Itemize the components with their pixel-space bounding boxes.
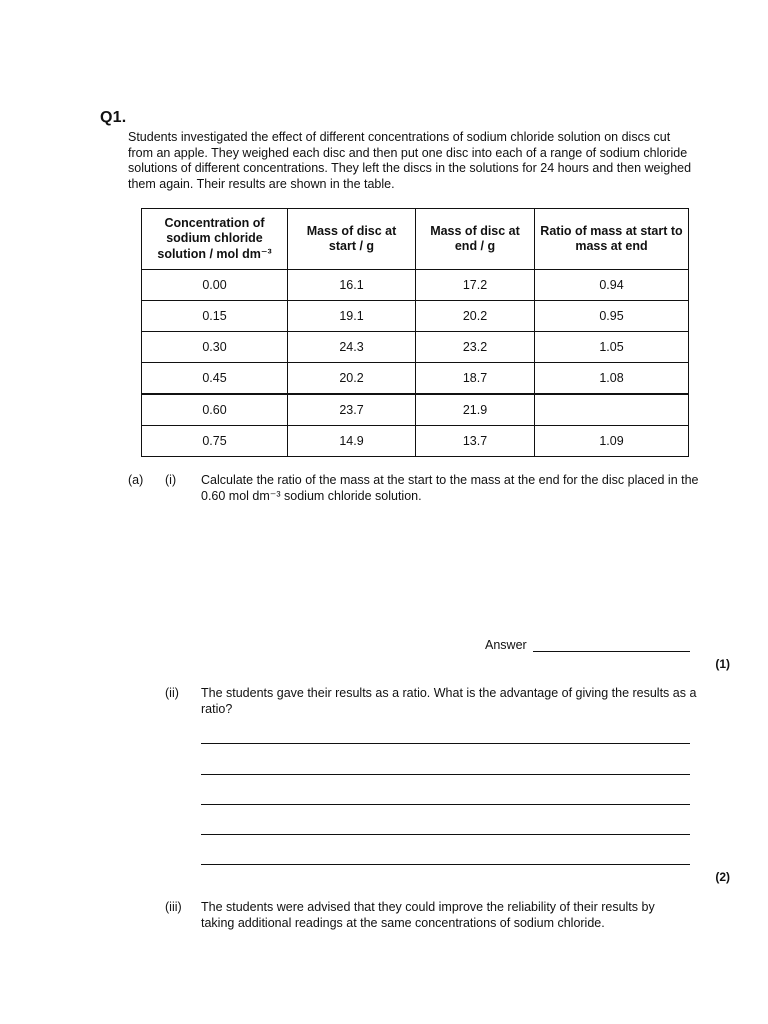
part-iii-label: (iii) (165, 900, 182, 914)
answer-writing-line[interactable] (201, 774, 690, 775)
cell-mass-start: 20.2 (288, 363, 416, 395)
cell-mass-end: 18.7 (416, 363, 535, 395)
table-row (142, 270, 689, 301)
table-header-row (142, 209, 689, 270)
table-row (142, 332, 689, 363)
marks-part-i: (1) (715, 657, 730, 671)
table-row (142, 363, 689, 395)
cell-ratio: 1.05 (535, 332, 689, 363)
table-row (142, 426, 689, 457)
table-row (142, 394, 689, 426)
cell-ratio: 1.09 (535, 426, 689, 457)
answer-blank-line[interactable] (533, 638, 690, 652)
part-ii-text: The students gave their results as a ratio. What is the advantage of giving the results as a ratio? (201, 686, 697, 716)
cell-mass-end: 20.2 (416, 301, 535, 332)
header-mass-end: Mass of disc at end / g (416, 209, 535, 270)
answer-field[interactable] (485, 638, 690, 652)
question-intro: Students investigated the effect of different concentrations of sodium chloride solution on discs cut from an apple. They weighed each disc and then put one disc into each of a range of sodium chloride solutions of different concentrations. They left the discs in the solutions for 24 hours and then weighed them again. Their results are shown in the table. (128, 130, 692, 191)
cell-mass-end: 21.9 (416, 394, 535, 426)
cell-concentration: 0.75 (142, 426, 288, 457)
part-i-text: Calculate the ratio of the mass at the start to the mass at the end for the disc placed in the 0.60 mol dm⁻³ sodium chloride solution. (201, 473, 699, 503)
cell-mass-start: 16.1 (288, 270, 416, 301)
cell-concentration: 0.00 (142, 270, 288, 301)
header-ratio: Ratio of mass at start to mass at end (535, 209, 689, 270)
cell-concentration: 0.45 (142, 363, 288, 395)
cell-concentration: 0.30 (142, 332, 288, 363)
header-mass-start: Mass of disc at start / g (288, 209, 416, 270)
part-iii-text: The students were advised that they could improve the reliability of their results by taking additional readings at the same concentrations of sodium chloride. (201, 900, 655, 930)
cell-mass-start: 14.9 (288, 426, 416, 457)
cell-mass-end: 23.2 (416, 332, 535, 363)
cell-mass-start: 24.3 (288, 332, 416, 363)
cell-mass-end: 13.7 (416, 426, 535, 457)
part-i-label: (i) (165, 473, 177, 487)
cell-ratio: 0.95 (535, 301, 689, 332)
answer-writing-line[interactable] (201, 743, 690, 744)
marks-part-ii: (2) (715, 870, 730, 884)
question-number: Q1. (100, 109, 127, 126)
table-row (142, 301, 689, 332)
part-a-label: (a) (128, 473, 144, 487)
cell-ratio-blank (535, 394, 689, 426)
cell-mass-start: 19.1 (288, 301, 416, 332)
header-concentration: Concentration of sodium chloride solution / mol dm⁻³ (142, 209, 288, 270)
results-table (141, 208, 689, 457)
answer-label: Answer (485, 638, 527, 652)
answer-writing-line[interactable] (201, 804, 690, 805)
answer-writing-line[interactable] (201, 864, 690, 865)
cell-ratio: 1.08 (535, 363, 689, 395)
cell-concentration: 0.60 (142, 394, 288, 426)
cell-mass-end: 17.2 (416, 270, 535, 301)
cell-ratio: 0.94 (535, 270, 689, 301)
answer-writing-line[interactable] (201, 834, 690, 835)
cell-concentration: 0.15 (142, 301, 288, 332)
cell-mass-start: 23.7 (288, 394, 416, 426)
part-ii-label: (ii) (165, 686, 179, 700)
